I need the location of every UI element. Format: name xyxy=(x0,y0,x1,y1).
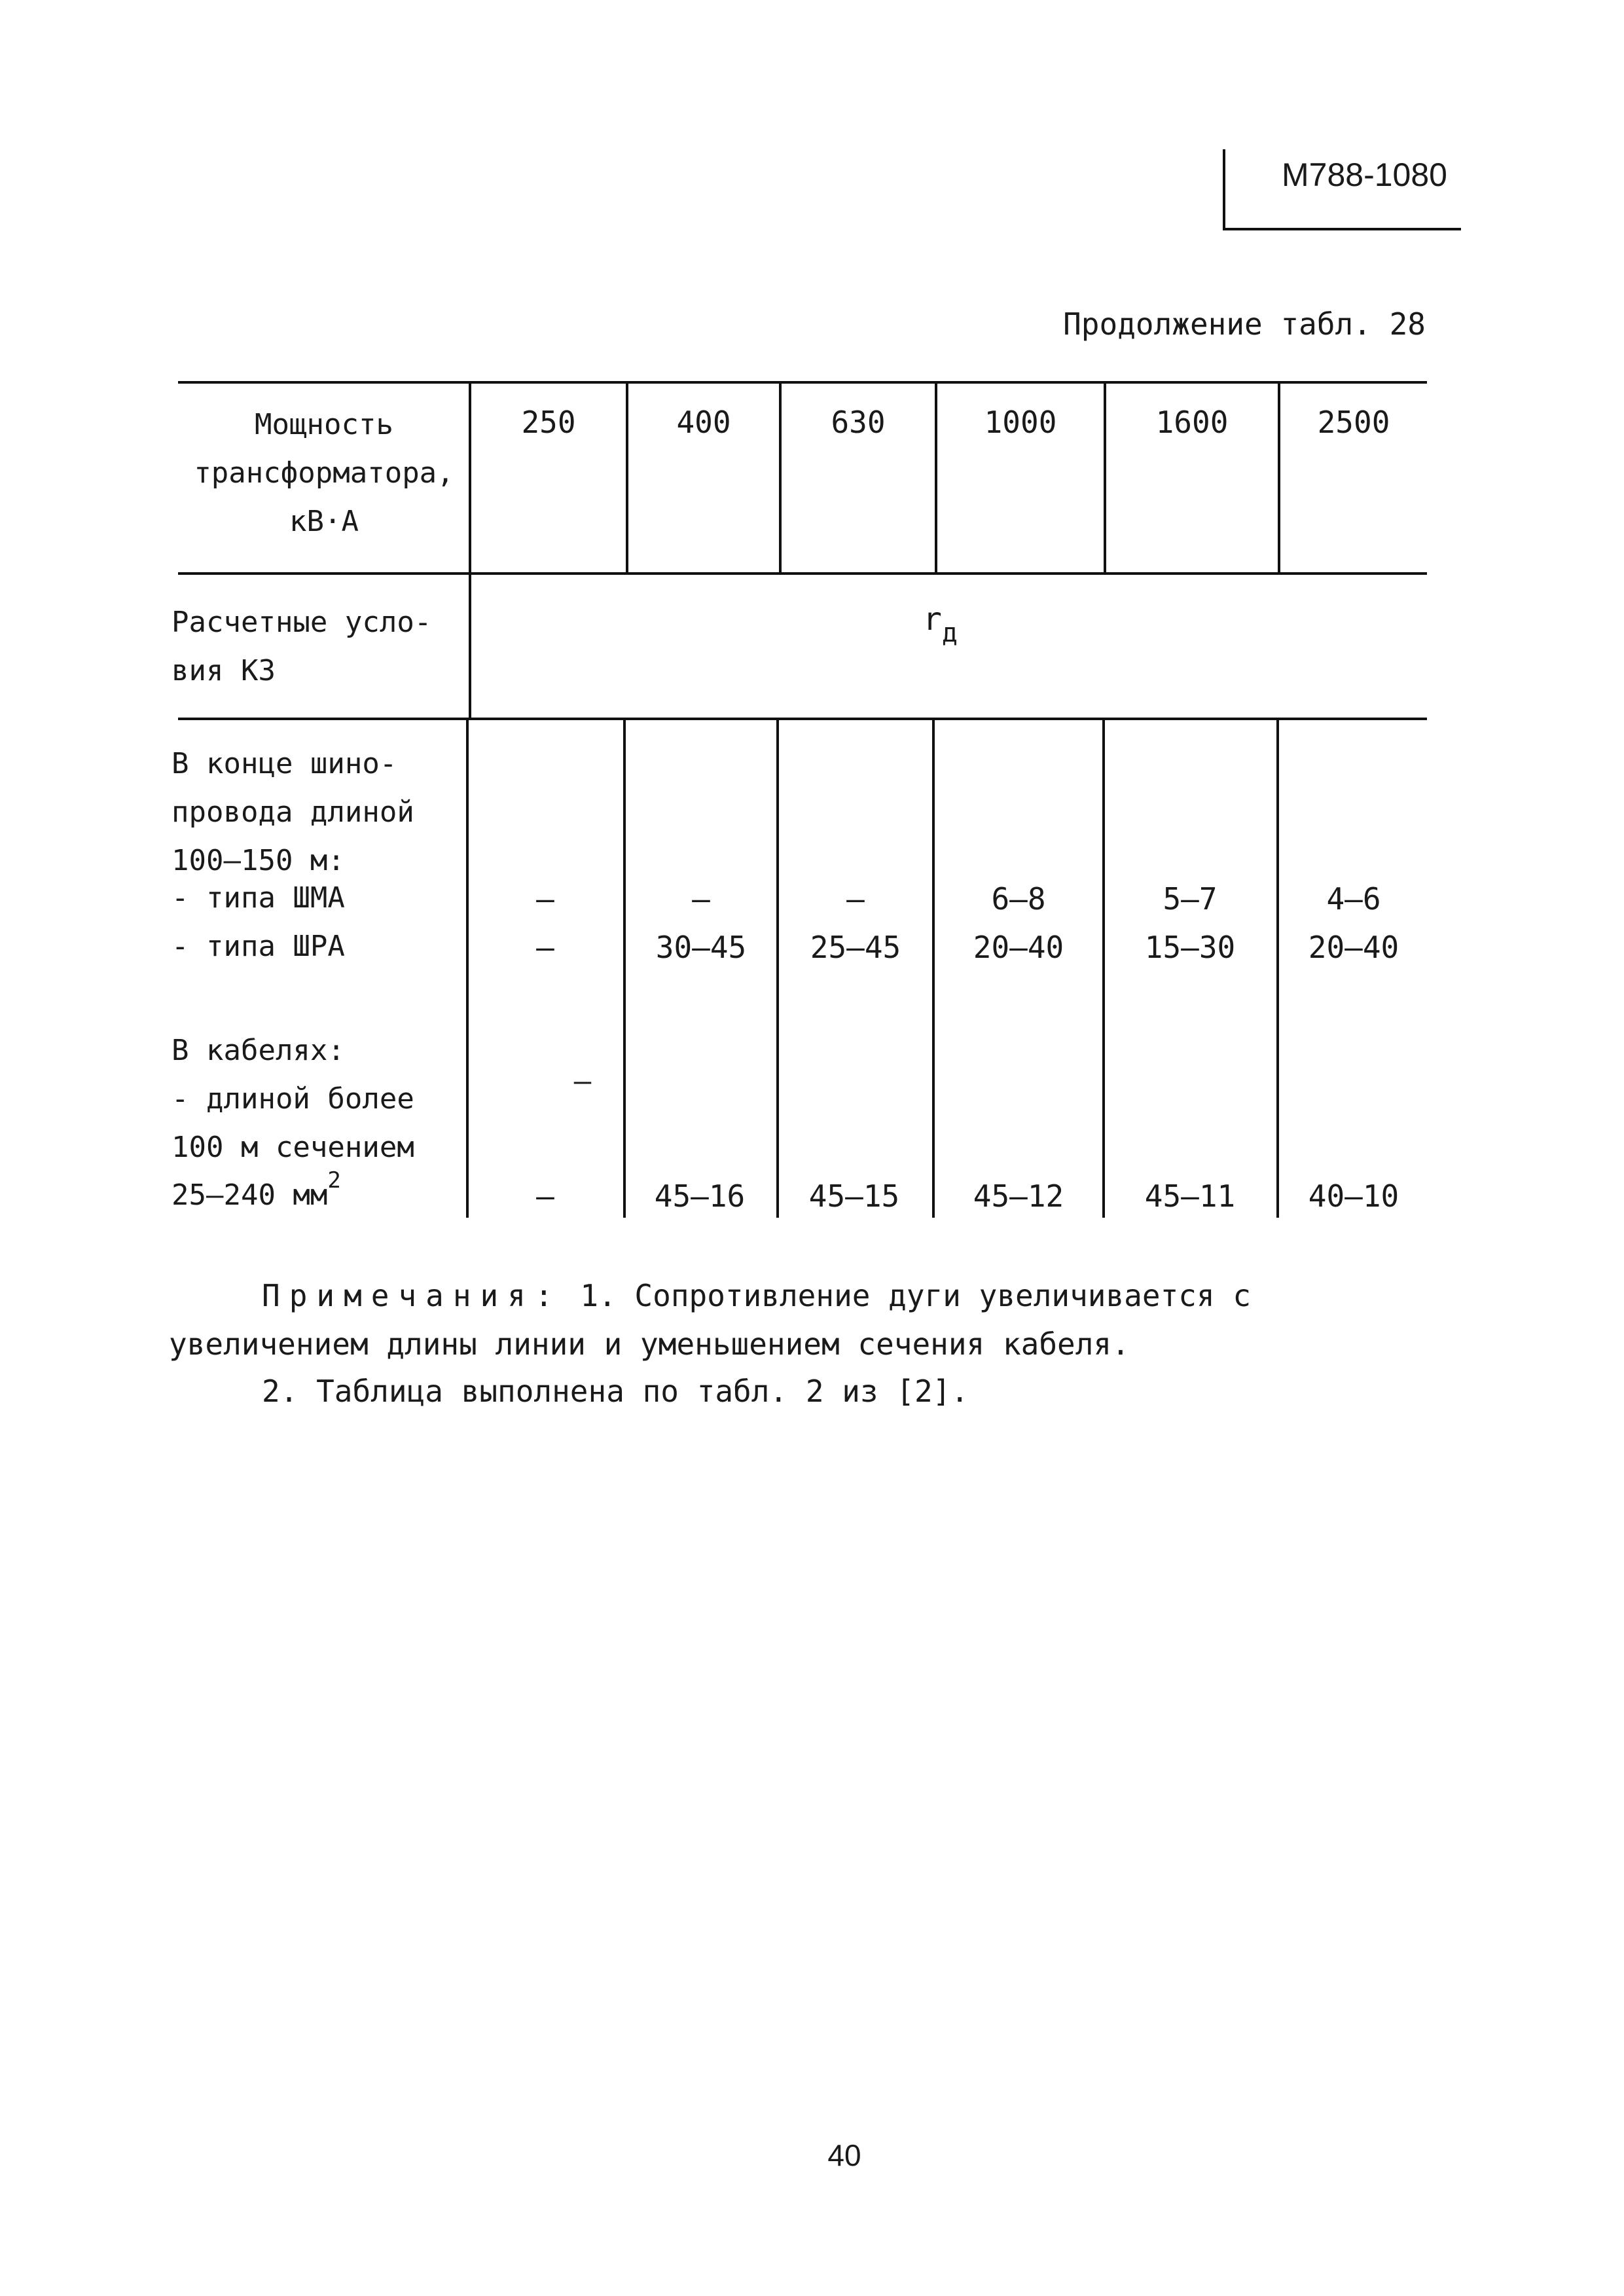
column-divider xyxy=(932,718,935,1218)
group-label-line: 100–150 м: xyxy=(171,844,345,877)
row-label-text: 25–240 мм xyxy=(171,1178,328,1212)
row-label: - типа ШМА xyxy=(171,881,345,915)
power-value: 630 xyxy=(831,405,886,440)
note-1-text: 1. Сопротивление дуги увеличивается с xyxy=(580,1278,1252,1313)
conditions-label-line: вия КЗ xyxy=(171,654,276,687)
cell-value: – xyxy=(536,1178,554,1214)
cell-value: 4–6 xyxy=(1326,881,1381,917)
conditions-label xyxy=(171,598,431,695)
note-1-continuation: увеличением длины линии и уменьшением сечения кабеля. xyxy=(169,1326,1130,1362)
column-divider xyxy=(623,718,626,1218)
cell-value: 5–7 xyxy=(1163,881,1218,917)
table-caption: Продолжение табл. 28 xyxy=(1063,306,1426,342)
group-label-line: 100 м сечением xyxy=(171,1131,414,1164)
power-header-label xyxy=(181,401,467,546)
column-divider xyxy=(1102,718,1105,1218)
table-rule-conditions xyxy=(178,718,1427,720)
table-rule-header xyxy=(178,572,1427,575)
document-code-stamp xyxy=(1223,149,1461,230)
cell-value: 20–40 xyxy=(1308,930,1399,965)
column-divider xyxy=(1276,718,1279,1218)
power-value: 2500 xyxy=(1317,405,1390,440)
busbar-group-label xyxy=(171,740,414,885)
dash-mark: – xyxy=(573,1065,592,1098)
cell-value: – xyxy=(536,930,554,965)
symbol-subscript: д xyxy=(941,618,958,648)
power-value: 250 xyxy=(521,405,576,440)
power-value: 400 xyxy=(676,405,731,440)
note-1 xyxy=(262,1278,1251,1313)
row-label: - типа ШРА xyxy=(171,930,345,963)
group-label-line: - длиной более xyxy=(171,1082,414,1116)
conditions-label-line: Расчетные усло- xyxy=(171,606,432,639)
group-label-line: провода длиной xyxy=(171,795,414,829)
row-label-superscript: 2 xyxy=(327,1167,341,1194)
symbol-letter: r xyxy=(923,601,942,638)
cell-value: 6–8 xyxy=(991,881,1046,917)
cell-value: – xyxy=(692,881,710,917)
cell-value: 20–40 xyxy=(973,930,1064,965)
cell-value: 30–45 xyxy=(655,930,747,965)
column-divider xyxy=(466,718,469,1218)
row-label xyxy=(171,1167,341,1212)
cell-value: 15–30 xyxy=(1144,930,1236,965)
table-rule-top xyxy=(178,381,1427,384)
document-code: М788-1080 xyxy=(1282,156,1447,193)
header-label-line: трансформатора, xyxy=(194,456,454,490)
header-label-line: Мощность xyxy=(255,408,393,441)
page-number: 40 xyxy=(827,2138,861,2172)
group-label-line: В конце шино- xyxy=(171,747,397,780)
cell-value: – xyxy=(536,881,554,917)
header-label-line: кВ·А xyxy=(289,505,359,538)
cable-group-label xyxy=(171,1027,414,1172)
column-divider xyxy=(469,572,471,718)
cell-value: 45–15 xyxy=(808,1178,900,1214)
notes-title: Примечания: xyxy=(262,1278,562,1313)
power-value: 1600 xyxy=(1155,405,1229,440)
column-divider xyxy=(776,718,779,1218)
cell-value: – xyxy=(846,881,865,917)
note-2: 2. Таблица выполнена по табл. 2 из [2]. xyxy=(262,1374,969,1409)
group-label-line: В кабелях: xyxy=(171,1034,345,1067)
cell-value: 45–11 xyxy=(1144,1178,1236,1214)
power-value: 1000 xyxy=(984,405,1057,440)
cell-value: 25–45 xyxy=(810,930,901,965)
cell-value: 45–16 xyxy=(654,1178,746,1214)
cell-value: 45–12 xyxy=(973,1178,1064,1214)
resistance-symbol xyxy=(923,601,958,648)
cell-value: 40–10 xyxy=(1308,1178,1399,1214)
